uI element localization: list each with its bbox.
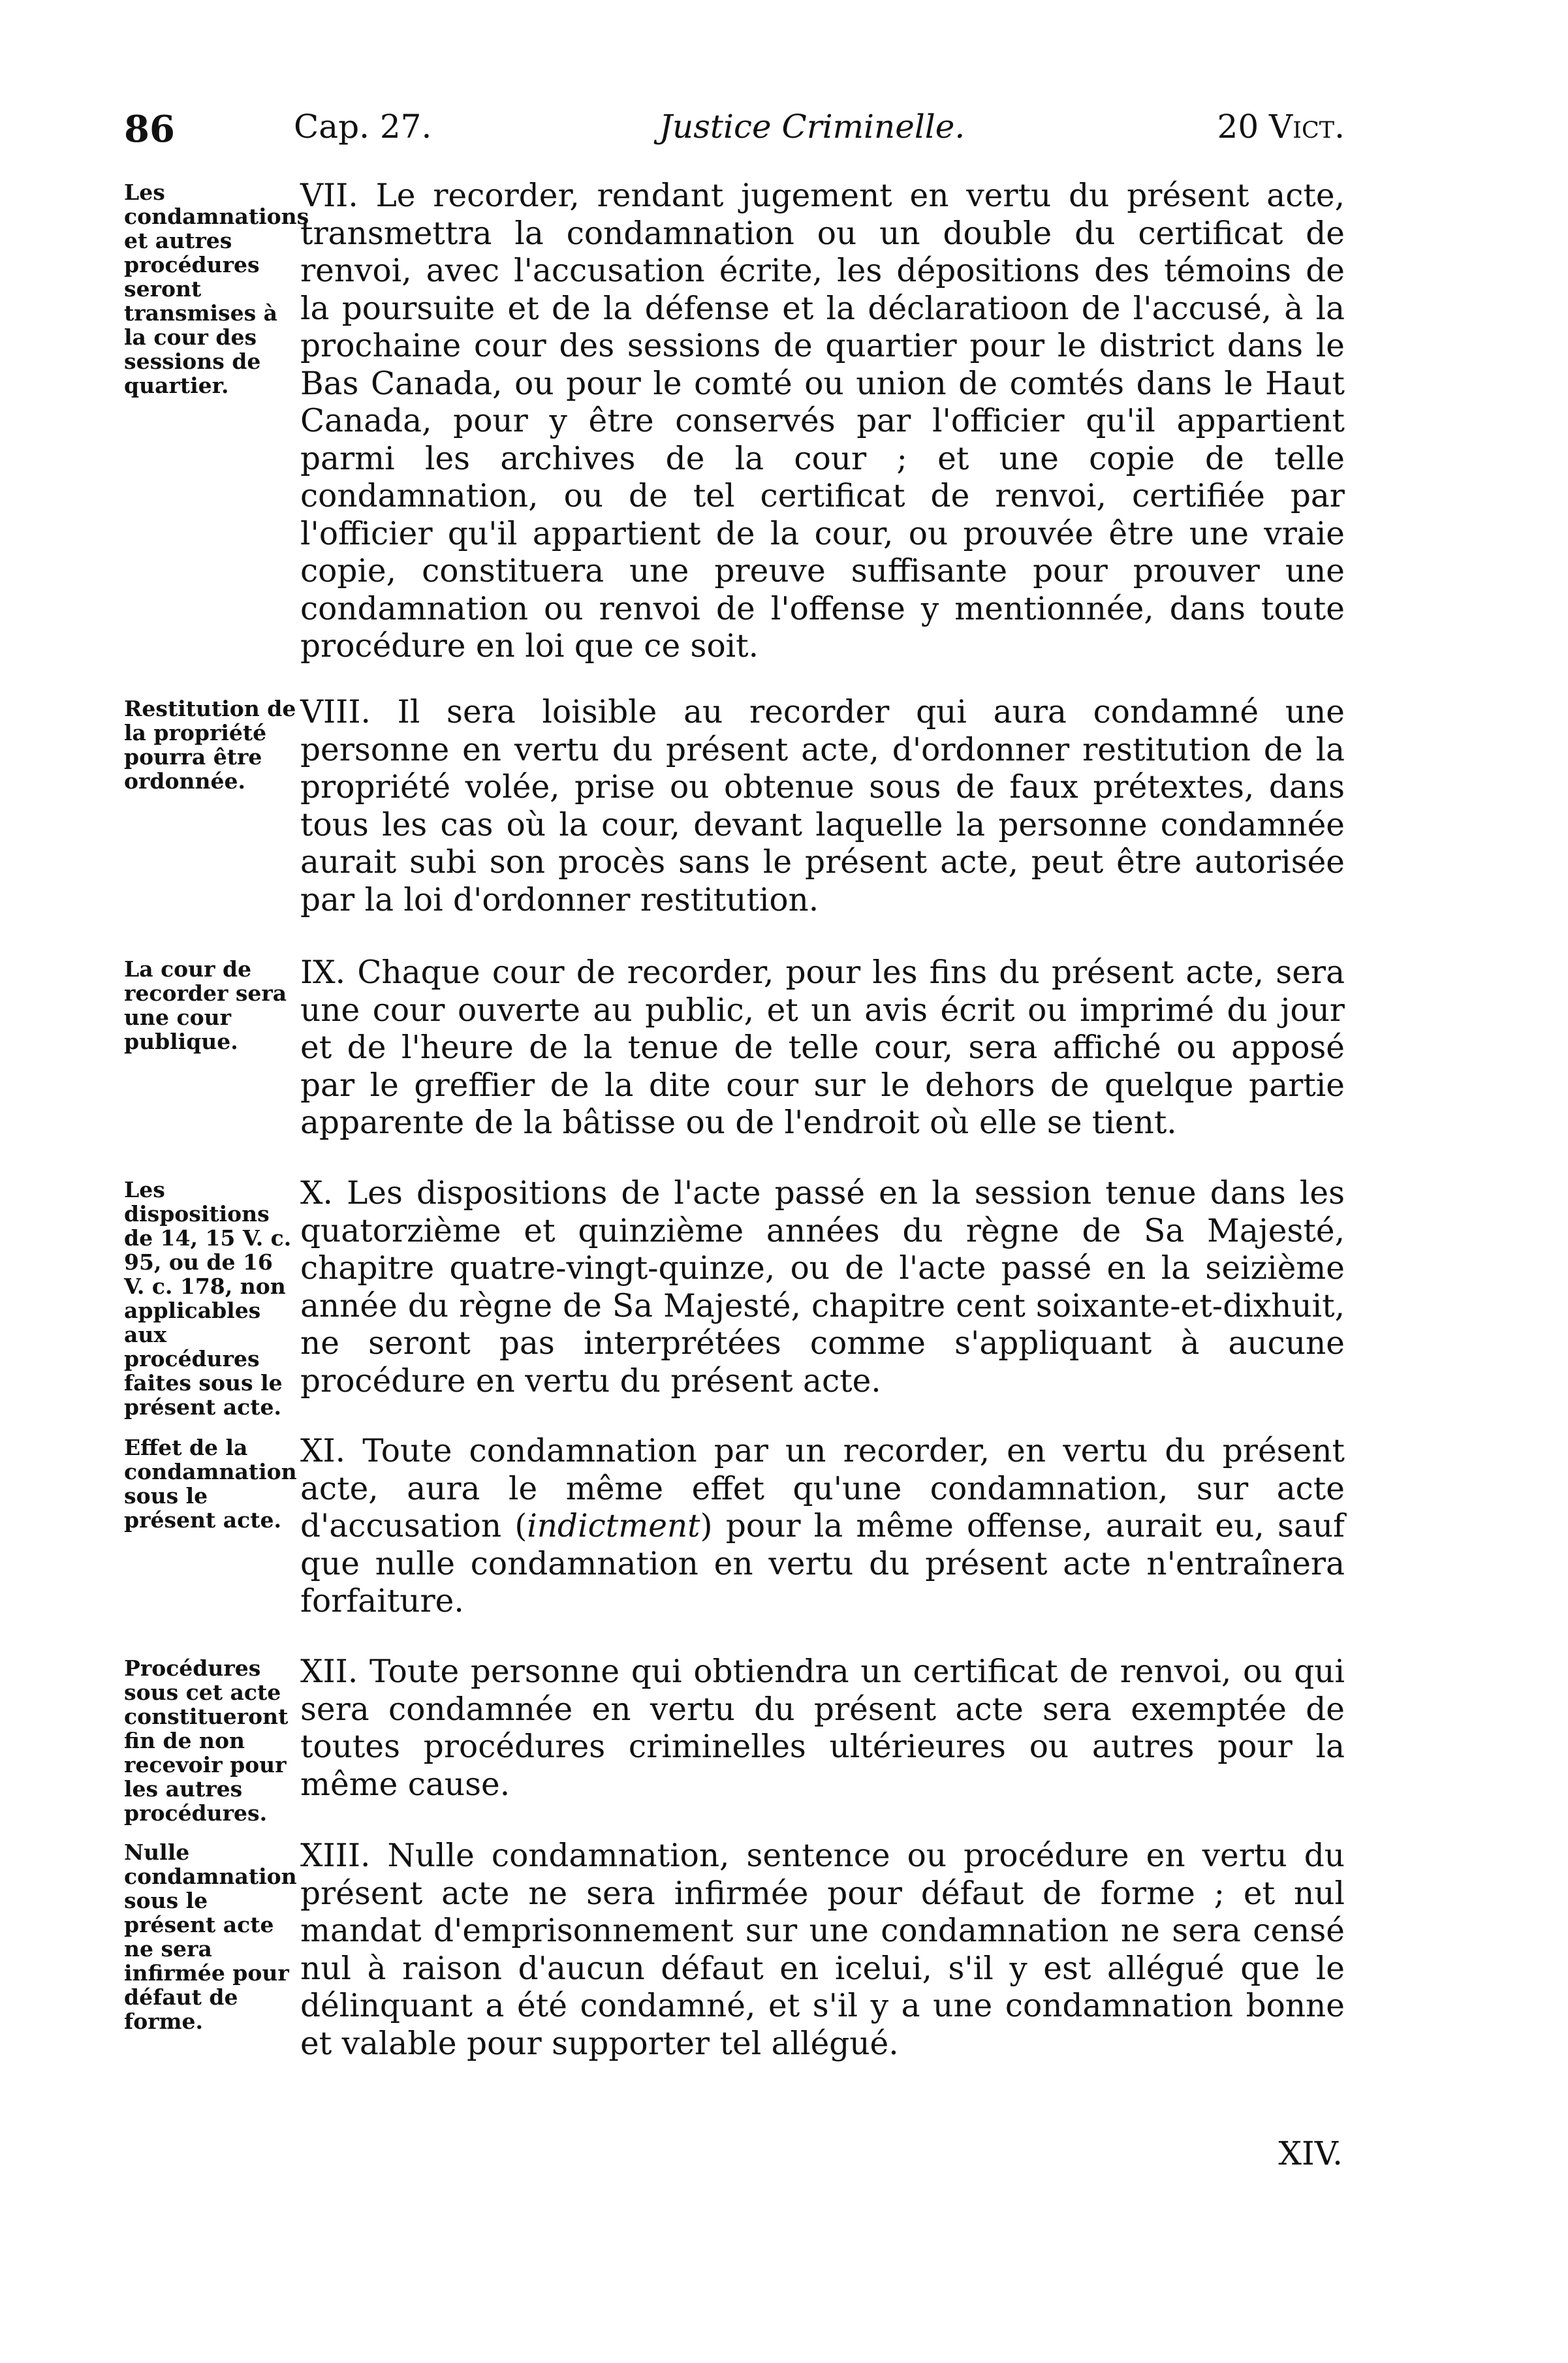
section-body: Nulle condamnation, sentence ou procédure en vertu du présent acte ne sera infirmée pour défaut de forme ; et nul mandat d'emprisonnement sur une condamnation ne sera censé nul à raison d'aucun défaut en icelui, s'il y est allégué que le délinquant a été condamné, et s'il y a une condamnation bonne et valable pour supporter tel allégué. bbox=[300, 1838, 1345, 2062]
section-text bbox=[300, 1175, 1345, 1400]
section-body-end: ) pour la même offense, aurait eu, sauf que nulle condamnation en vertu du présent acte n'entraînera forfaiture. bbox=[300, 1508, 1345, 1620]
section-body: Chaque cour de recorder, pour les fins du présent acte, sera une cour ouverte au public, et un avis écrit ou imprimé du jour et de l'heure de la tenue de telle cour, sera affiché ou apposé par le greffier de la dite cour sur le dehors de quelque partie apparente de la bâtisse ou de l'endroit où elle se tient. bbox=[300, 954, 1345, 1141]
section-number: XIII. bbox=[300, 1838, 371, 1874]
margin-note: Nulle condamnation sous le présent acte ne sera infirmée pour défaut de forme. bbox=[124, 1839, 297, 2034]
margin-note: La cour de recorder sera une cour publique. bbox=[124, 956, 287, 1054]
section-number: IX. bbox=[300, 954, 346, 991]
running-header bbox=[124, 108, 1345, 166]
section-number: X. bbox=[300, 1175, 333, 1212]
section-body: Les dispositions de l'acte passé en la session tenue dans les quatorzième et quinzième années du règne de Sa Majesté, chapitre quatre-vingt-quinze, ou de l'acte passé en la seizième année du règne de Sa Majesté, chapitre cent soixante-et-dixhuit, ne seront pas interprétées comme s'appliquant à aucune procédure en vertu du présent acte. bbox=[300, 1175, 1345, 1400]
section-number: VII. bbox=[300, 178, 358, 214]
running-title: Justice Criminelle. bbox=[659, 108, 965, 146]
indictment-term: indictment bbox=[527, 1508, 700, 1544]
margin-note: Les dispositions de 14, 15 V. c. 95, ou de 16 V. c. 178, non applicables aux procédures faites sous le présent acte. bbox=[124, 1177, 292, 1420]
section-text bbox=[300, 694, 1345, 919]
section-text bbox=[300, 1433, 1345, 1621]
section-body: Le recorder, rendant jugement en vertu du présent acte, transmettra la condamnation ou un double du certificat de renvoi, avec l'accusation écrite, les dépositions des témoins de la poursuite et de la défense et la déclaratioon de l'accusé, à la prochaine cour des sessions de quartier pour le district dans le Bas Canada, ou pour le comté ou union de comtés dans le Haut Canada, pour y être conservés par l'officier qu'il appartient parmi les archives de la cour ; et une copie de telle condamnation, ou de tel certificat de renvoi, certifiée par l'officier qu'il appartient de la cour, ou prouvée être une vraie copie, constituera une preuve suffisante pour prouver une condamnation ou renvoi de l'offense y mentionnée, dans toute procédure en loi que ce soit. bbox=[300, 178, 1345, 665]
section-text bbox=[300, 1838, 1345, 2063]
section-text bbox=[300, 954, 1345, 1142]
section-number: XI. bbox=[300, 1433, 346, 1469]
section-body-start: Toute condamnation par un recorder, en vertu du présent acte, aura le même effet qu'une condamnation, sur acte d'accusation ( bbox=[300, 1433, 1345, 1544]
section-text bbox=[300, 1653, 1345, 1804]
catchword: XIV. bbox=[1278, 2135, 1343, 2172]
margin-note: Procédures sous cet acte constitueront fin de non recevoir pour les autres procédures. bbox=[124, 1655, 289, 1826]
page-number: 86 bbox=[124, 108, 175, 151]
margin-note: Restitution de la propriété pourra être ordonnée. bbox=[124, 696, 296, 794]
regnal-year: 20 Vict. bbox=[1217, 108, 1345, 146]
section-text bbox=[300, 178, 1345, 666]
section-number: XII. bbox=[300, 1653, 358, 1690]
section-body: Toute personne qui obtiendra un certificat de renvoi, ou qui sera condamnée en vertu du présent acte sera exemptée de toutes procédures criminelles ultérieures ou autres pour la même cause. bbox=[300, 1653, 1345, 1803]
section-number: VIII. bbox=[300, 694, 371, 730]
chapter-label: Cap. 27. bbox=[294, 108, 432, 146]
margin-note: Les condamnations et autres procédures seront transmises à la cour des sessions de quartier. bbox=[124, 180, 309, 398]
margin-note: Effet de la condamnation sous le présent acte. bbox=[124, 1435, 297, 1533]
section-body: Il sera loisible au recorder qui aura condamné une personne en vertu du présent acte, d'ordonner restitution de la propriété volée, prise ou obtenue sous de faux prétextes, dans tous les cas où la cour, devant laquelle la personne condamnée aurait subi son procès sans le présent acte, peut être autorisée par la loi d'ordonner restitution. bbox=[300, 694, 1345, 918]
